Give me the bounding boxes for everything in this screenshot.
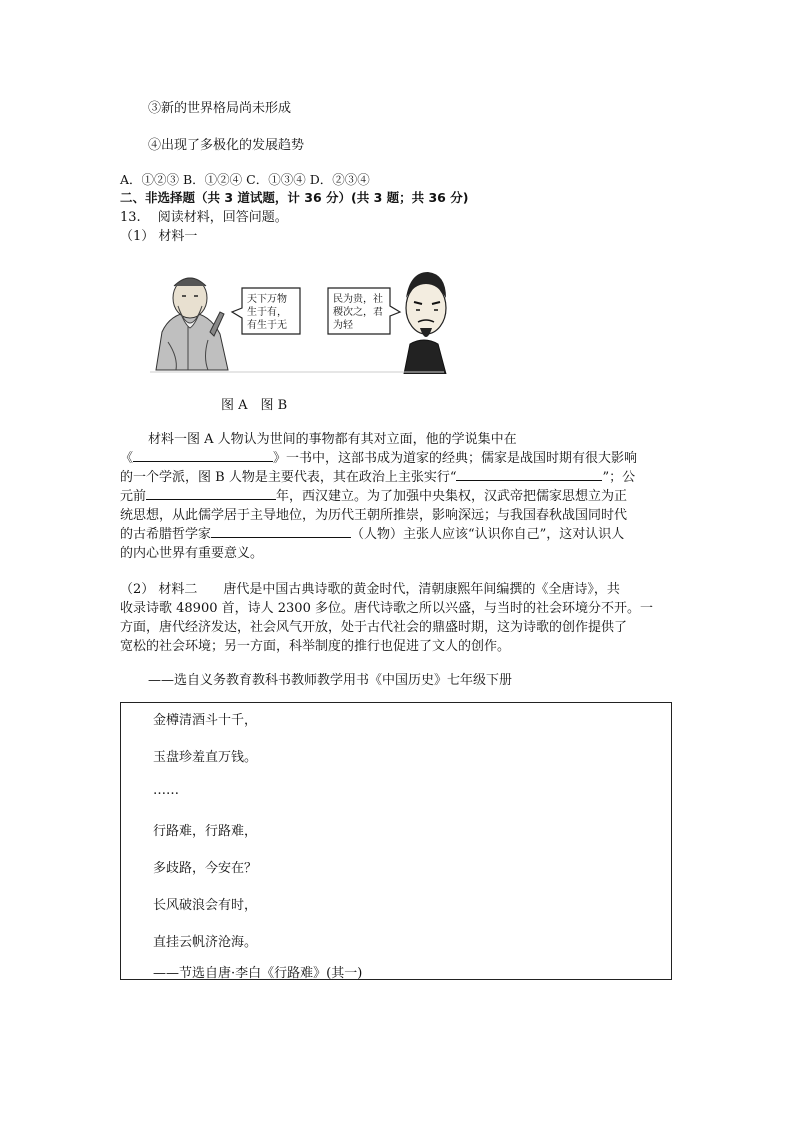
para2-line-3: 方面，唐代经济发达，社会风气开放，处于古代社会的鼎盛时期，这为诗歌的创作提供了 <box>120 620 628 635</box>
poem-box <box>120 702 672 980</box>
blank-political-idea[interactable] <box>456 467 602 481</box>
blank-philosopher[interactable] <box>211 524 351 538</box>
bubble-a-line-1: 天下万物 <box>247 294 287 305</box>
option-3: ③新的世界格局尚未形成 <box>148 101 292 116</box>
material-2-source: ——选自义务教育教科书教师教学用书《中国历史》七年级下册 <box>148 673 513 688</box>
poem-line: 玉盘珍羞直万钱。 <box>153 750 258 765</box>
poem-line: 多歧路，今安在？ <box>153 861 258 876</box>
bubble-b-line-3: 为轻 <box>333 320 353 331</box>
para2-line-1: （2） 材料二 唐代是中国古典诗歌的黄金时代，清朝康熙年间编撰的《全唐诗》，共 <box>120 582 620 597</box>
poem-line: 金樽清酒斗十千， <box>153 713 258 728</box>
speech-bubble-a <box>232 288 300 334</box>
poem-line: …… <box>153 783 179 798</box>
bubble-a-line-3: 有生于无 <box>247 320 287 331</box>
figure-caption: 图 A 图 B <box>221 398 288 413</box>
blank-book-title[interactable] <box>133 448 273 462</box>
para2-line-4: 宽松的社会环境；另一方面，科举制度的推行也促进了文人的创作。 <box>120 639 511 654</box>
para1-line-4: 元前 年，西汉建立。为了加强中央集权，汉武帝把儒家思想立为正 <box>120 485 627 504</box>
figure-a-sage-image <box>156 278 228 370</box>
option-4: ④出现了多极化的发展趋势 <box>148 138 305 153</box>
para1-line-3: 的一个学派，图 B 人物是主要代表，其在政治上主张实行“ ”；公 <box>120 466 635 485</box>
question-13-stem: 13. 阅读材料，回答问题。 <box>120 210 288 225</box>
poem-line: 长风破浪会有时， <box>153 898 258 913</box>
poem-line: 直挂云帆济沧海。 <box>153 935 258 950</box>
bubble-b-line-2: 稷次之，君 <box>333 307 383 318</box>
blank-year[interactable] <box>146 486 276 500</box>
answer-choices: A．①②③ B．①②④ C．①③④ D．②③④ <box>120 172 370 187</box>
para1-line-7: 的内心世界有重要意义。 <box>120 546 264 561</box>
bubble-a-line-2: 生于有， <box>247 307 287 318</box>
section-title: 二、非选择题（共 3 道试题，计 36 分）(共 3 题；共 36 分) <box>120 190 469 205</box>
philosophers-figure <box>148 262 448 374</box>
para1-line-1: 材料一图 A 人物认为世间的事物都有其对立面，他的学说集中在 <box>148 432 517 447</box>
para1-line-2: 《 》一书中，这部书成为道家的经典；儒家是战国时期有很大影响 <box>120 447 637 466</box>
speech-bubble-b <box>328 288 400 334</box>
bubble-b-line-1: 民为贵，社 <box>333 294 383 305</box>
para1-line-6: 的古希腊哲学家 （人物）主张人应该“认识你自己”，这对认识人 <box>120 523 624 542</box>
para1-line-5: 统思想，从此儒学居于主导地位，为历代王朝所推崇，影响深远；与我国春秋战国同时代 <box>120 508 628 523</box>
para2-line-2: 收录诗歌 48900 首，诗人 2300 多位。唐代诗歌之所以兴盛，与当时的社会环境分不开。一 <box>120 601 653 616</box>
poem-line: 行路难，行路难， <box>153 824 258 839</box>
poem-source: ——节选自唐·李白《行路难》(其一) <box>153 966 363 981</box>
figure-b-mencius-image <box>404 272 446 374</box>
part-1-label: （1） 材料一 <box>120 229 198 244</box>
